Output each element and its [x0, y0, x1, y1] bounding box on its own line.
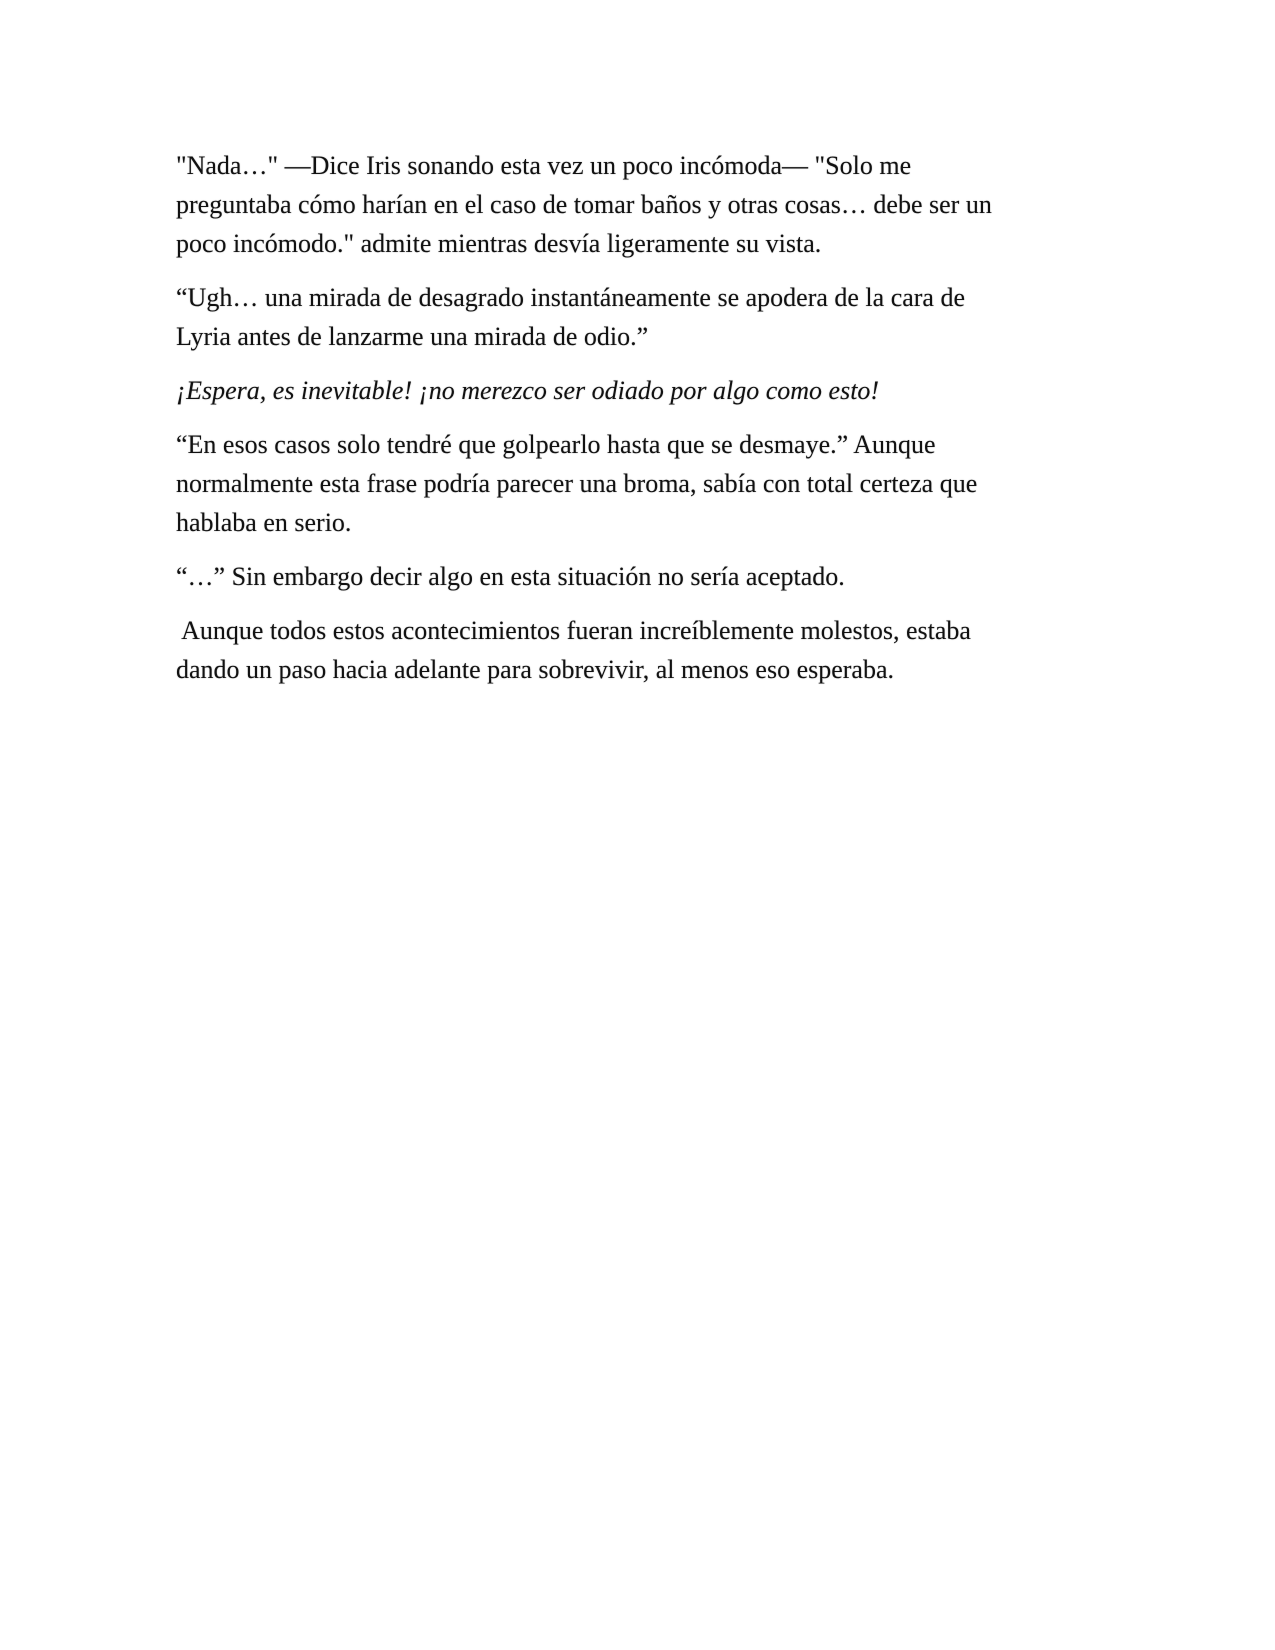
- paragraph-3-italic: [176, 371, 1106, 410]
- paragraph-line: "Nada…" —Dice Iris sonando esta vez un poco incómoda— "Solo me: [176, 151, 912, 180]
- paragraph-1: [176, 146, 1106, 263]
- paragraph-line: preguntaba cómo harían en el caso de tomar baños y otras cosas… debe ser un: [176, 190, 992, 219]
- paragraph-4: [176, 425, 1106, 542]
- paragraph-line: Lyria antes de lanzarme una mirada de odio.”: [176, 322, 649, 351]
- paragraph-line: hablaba en serio.: [176, 508, 352, 537]
- paragraph-line: Aunque todos estos acontecimientos fueran increíblemente molestos, estaba: [176, 616, 971, 645]
- document-body: [176, 146, 1106, 704]
- paragraph-line: ¡Espera, es inevitable! ¡no merezco ser odiado por algo como esto!: [176, 376, 880, 405]
- paragraph-5: [176, 557, 1106, 596]
- paragraph-2: [176, 278, 1106, 356]
- paragraph-line: “Ugh… una mirada de desagrado instantáneamente se apodera de la cara de: [176, 283, 966, 312]
- paragraph-line: “En esos casos solo tendré que golpearlo hasta que se desmaye.” Aunque: [176, 430, 936, 459]
- paragraph-line: “…” Sin embargo decir algo en esta situación no sería aceptado.: [176, 562, 845, 591]
- paragraph-line: poco incómodo." admite mientras desvía ligeramente su vista.: [176, 229, 822, 258]
- paragraph-line: dando un paso hacia adelante para sobrevivir, al menos eso esperaba.: [176, 655, 895, 684]
- paragraph-6: [176, 611, 1106, 689]
- paragraph-line: normalmente esta frase podría parecer una broma, sabía con total certeza que: [176, 469, 978, 498]
